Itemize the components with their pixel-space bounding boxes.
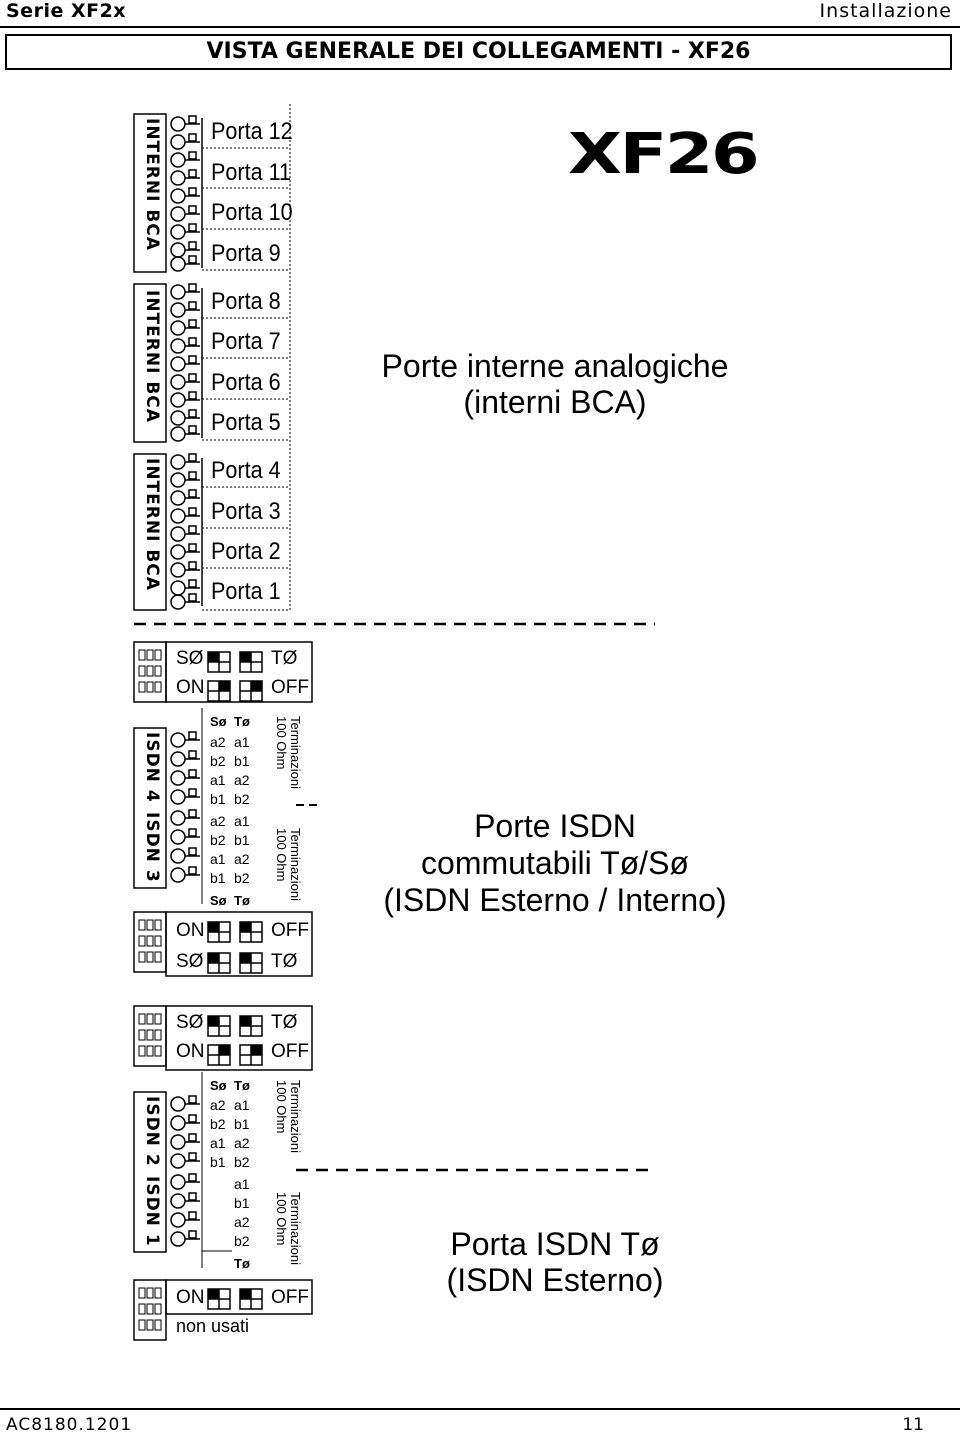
isdn12-terminal-0-contact xyxy=(189,1096,196,1103)
isdn12-terminal-5-screw xyxy=(171,1194,185,1208)
pin-isdn2-t1: a1 xyxy=(234,1097,250,1113)
isdn12-terminal-2-screw xyxy=(171,1135,185,1149)
pin-isdn4-s2: b2 xyxy=(210,753,226,769)
dip-pack-isdn34-top-cell xyxy=(147,682,153,692)
analog-block-1-terminal-7-screw xyxy=(171,243,185,257)
dip-pack-isdn12-top-cell xyxy=(155,1030,161,1040)
isdn12-terminal-6-contact xyxy=(189,1212,196,1219)
analog-block-3-terminal-6-screw xyxy=(171,563,185,577)
group-label-isdn2: ISDN 2 xyxy=(142,1096,162,1167)
termination-line2: 100 Ohm xyxy=(274,1192,289,1246)
analog-block-3-terminal-8-contact xyxy=(189,594,196,601)
analog-block-3-terminal-1-contact xyxy=(189,472,196,479)
sw34-bot-on-b-knob xyxy=(241,923,250,931)
isdn12-terminal-6-screw xyxy=(171,1213,185,1227)
switch-label-to-bot34: TØ xyxy=(271,951,298,972)
group-label-interni-3: INTERNI BCA xyxy=(142,458,162,591)
isdn34-desc-line3: (ISDN Esterno / Interno) xyxy=(383,882,727,918)
dip-pack-isdn12-bot-cell xyxy=(155,1288,161,1298)
isdn12-terminal-5-contact xyxy=(189,1193,196,1200)
analog-block-1-terminal-3-screw xyxy=(171,171,185,185)
dip-pack-isdn12-top-cell xyxy=(139,1046,145,1056)
pin-isdn4-t1: a1 xyxy=(234,734,250,750)
dip-pack-isdn12-bot-cell xyxy=(147,1288,153,1298)
isdn34-terminal-4-screw xyxy=(171,811,185,825)
port-label-6: Porta 6 xyxy=(211,369,281,396)
isdn12-terminal-7-contact xyxy=(189,1231,196,1238)
isdn34-desc-line2: commutabili Tø/Sø xyxy=(421,845,689,881)
analog-block-2-terminal-1-screw xyxy=(171,303,185,317)
analog-block-2-terminal-7-screw xyxy=(171,411,185,425)
sw12-top-on-a-knob xyxy=(220,1046,229,1054)
sw12-bot-b-knob xyxy=(241,1290,250,1298)
isdn12-description xyxy=(400,1226,710,1298)
port-label-4: Porta 4 xyxy=(211,457,281,484)
sw34-top-on-a-knob xyxy=(220,682,229,690)
pin-isdn3-t1: a1 xyxy=(234,813,250,829)
dip-pack-isdn34-top-cell xyxy=(139,666,145,676)
group-label-isdn3: ISDN 3 xyxy=(142,812,162,883)
termination-label-isdn2 xyxy=(274,1080,302,1153)
isdn34-terminal-1-contact xyxy=(189,751,196,758)
brand-logo: XF26 xyxy=(568,122,758,187)
termination-line1: Terminazioni xyxy=(288,828,303,901)
dip-pack-isdn34-bot-cell xyxy=(147,936,153,946)
pin-isdn3-s2: b2 xyxy=(210,832,226,848)
analog-block-2-terminal-4-contact xyxy=(189,356,196,363)
analog-block-2-terminal-6-contact xyxy=(189,392,196,399)
isdn12-terminal-4-screw xyxy=(171,1175,185,1189)
analog-block-1-terminal-6-contact xyxy=(189,224,196,231)
analog-block-1-terminal-7-contact xyxy=(189,242,196,249)
switch-label-off-top12: OFF xyxy=(271,1041,309,1062)
dip-pack-isdn34-bot-cell xyxy=(139,920,145,930)
switch-label-off-bot12: OFF xyxy=(271,1287,309,1308)
pin-isdn3-s4: b1 xyxy=(210,870,226,886)
isdn34-terminal-5-contact xyxy=(189,829,196,836)
analog-block-3-terminal-7-contact xyxy=(189,580,196,587)
analog-block-3-terminal-0-screw xyxy=(171,455,185,469)
analog-block-1-terminal-5-screw xyxy=(171,207,185,221)
analog-block-3-terminal-4-contact xyxy=(189,526,196,533)
analog-block-1-terminal-4-contact xyxy=(189,188,196,195)
analog-block-2-terminal-8-screw xyxy=(171,427,185,441)
sw34-top-on-b-knob xyxy=(252,682,261,690)
analog-block-1-terminal-6-screw xyxy=(171,225,185,239)
termination-line2: 100 Ohm xyxy=(274,828,289,882)
pin-isdn1-t4: b2 xyxy=(234,1233,250,1249)
dip-pack-isdn12-bot-cell xyxy=(147,1320,153,1330)
isdn34-terminal-0-screw xyxy=(171,733,185,747)
port-label-2: Porta 2 xyxy=(211,538,281,565)
pin-isdn2-s4: b1 xyxy=(210,1154,226,1170)
isdn34-terminal-0-contact xyxy=(189,732,196,739)
dip-pack-isdn34-bot-cell xyxy=(147,920,153,930)
analog-block-2-terminal-5-screw xyxy=(171,375,185,389)
isdn12-terminal-1-screw xyxy=(171,1116,185,1130)
analog-block-3-terminal-2-contact xyxy=(189,490,196,497)
analog-block-1-terminal-8-contact xyxy=(189,256,196,263)
isdn12-desc-line1: Porta ISDN Tø xyxy=(450,1226,660,1262)
isdn34-terminal-6-contact xyxy=(189,848,196,855)
isdn12-terminal-3-contact xyxy=(189,1153,196,1160)
termination-line1: Terminazioni xyxy=(288,1192,303,1265)
dip-pack-isdn34-bot-cell xyxy=(147,952,153,962)
analog-block-2-terminal-4-screw xyxy=(171,357,185,371)
switch-label-on-top34: ON xyxy=(176,677,205,698)
pin-isdn2-s1: a2 xyxy=(210,1097,226,1113)
group-label-interni-1: INTERNI BCA xyxy=(142,118,162,251)
analog-block-1-terminal-1-contact xyxy=(189,134,196,141)
pin-foot-to-isdn3: Tø xyxy=(234,893,250,908)
analog-block-1-terminal-1-screw xyxy=(171,135,185,149)
sw12-bot-a-knob xyxy=(209,1290,218,1298)
switch-label-to-top12: TØ xyxy=(271,1012,298,1033)
port-label-12: Porta 12 xyxy=(211,118,293,145)
isdn34-terminal-3-contact xyxy=(189,789,196,796)
pin-isdn3-t2: b1 xyxy=(234,832,250,848)
isdn34-terminal-4-contact xyxy=(189,810,196,817)
dip-pack-isdn12-top-cell xyxy=(155,1014,161,1024)
isdn34-terminal-7-screw xyxy=(171,868,185,882)
pin-isdn4-s4: b1 xyxy=(210,791,226,807)
pin-isdn2-s3: a1 xyxy=(210,1135,226,1151)
analog-desc-line1: Porte interne analogiche xyxy=(381,348,729,384)
analog-block-3-terminal-7-screw xyxy=(171,581,185,595)
pin-isdn4-t2: b1 xyxy=(234,753,250,769)
switch-label-on-bot12: ON xyxy=(176,1287,205,1308)
dip-pack-isdn34-top-cell xyxy=(147,650,153,660)
analog-block-2-terminal-8-contact xyxy=(189,426,196,433)
pin-isdn3-s3: a1 xyxy=(210,851,226,867)
dip-pack-isdn12-bot-cell xyxy=(155,1320,161,1330)
termination-line1: Terminazioni xyxy=(288,716,303,789)
analog-block-2-terminal-0-contact xyxy=(189,284,196,291)
isdn12-terminal-3-screw xyxy=(171,1154,185,1168)
analog-block-1-terminal-2-contact xyxy=(189,152,196,159)
switch-label-off-top34: OFF xyxy=(271,677,309,698)
port-label-8: Porta 8 xyxy=(211,288,281,315)
dip-pack-isdn12-top-cell xyxy=(139,1030,145,1040)
pin-isdn4-t3: a2 xyxy=(234,772,250,788)
analog-block-1-terminal-0-screw xyxy=(171,117,185,131)
dip-pack-isdn12-bot-cell xyxy=(139,1288,145,1298)
dip-pack-isdn34-bot-cell xyxy=(139,936,145,946)
switch-label-on-top12: ON xyxy=(176,1041,205,1062)
termination-label-isdn1 xyxy=(274,1192,302,1265)
document-code: AC8180.1201 xyxy=(6,1415,133,1435)
pin-isdn2-t2: b1 xyxy=(234,1116,250,1132)
port-label-11: Porta 11 xyxy=(211,159,292,186)
isdn12-terminal-2-contact xyxy=(189,1134,196,1141)
sw34-top-a-knob xyxy=(209,653,218,661)
port-label-1: Porta 1 xyxy=(211,578,281,605)
port-label-7: Porta 7 xyxy=(211,328,281,355)
analog-block-3-terminal-8-screw xyxy=(171,595,185,609)
isdn34-terminal-1-screw xyxy=(171,752,185,766)
analog-desc-line2: (interni BCA) xyxy=(463,384,647,420)
isdn34-desc-line1: Porte ISDN xyxy=(474,808,636,844)
dip-pack-isdn34-top-cell xyxy=(147,666,153,676)
series-title: Serie XF2x xyxy=(6,0,127,22)
analog-block-3-terminal-3-screw xyxy=(171,509,185,523)
unused-label: non usati xyxy=(176,1316,250,1336)
dip-pack-isdn34-bot-cell xyxy=(139,952,145,962)
dip-pack-isdn34-bot-cell xyxy=(155,920,161,930)
sw34-bot-so-a-knob xyxy=(209,954,218,962)
isdn34-description xyxy=(360,808,750,919)
isdn12-terminal-1-contact xyxy=(189,1115,196,1122)
pin-foot-so-isdn3: Sø xyxy=(210,893,227,908)
switch-label-so-top34: SØ xyxy=(176,648,204,669)
analog-block-2-terminal-6-screw xyxy=(171,393,185,407)
group-label-isdn1: ISDN 1 xyxy=(142,1176,162,1247)
analog-block-2-terminal-0-screw xyxy=(171,285,185,299)
analog-block-2-terminal-7-contact xyxy=(189,410,196,417)
analog-block-1-terminal-0-contact xyxy=(189,116,196,123)
pin-isdn2-t4: b2 xyxy=(234,1154,250,1170)
termination-line2: 100 Ohm xyxy=(274,716,289,770)
analog-block-3-terminal-3-contact xyxy=(189,508,196,515)
analog-block-2-terminal-3-contact xyxy=(189,338,196,345)
analog-block-2-terminal-3-screw xyxy=(171,339,185,353)
group-label-isdn4: ISDN 4 xyxy=(142,732,162,803)
analog-block-3-terminal-1-screw xyxy=(171,473,185,487)
isdn12-terminal-0-screw xyxy=(171,1097,185,1111)
pin-head-so-isdn4: Sø xyxy=(210,714,227,729)
isdn34-terminal-3-screw xyxy=(171,790,185,804)
analog-block-2-terminal-2-screw xyxy=(171,321,185,335)
analog-block-2-terminal-2-contact xyxy=(189,320,196,327)
pin-isdn3-s1: a2 xyxy=(210,813,226,829)
pin-isdn2-s2: b2 xyxy=(210,1116,226,1132)
termination-label-isdn3 xyxy=(274,828,302,901)
analog-description xyxy=(350,348,760,420)
analog-block-3-terminal-6-contact xyxy=(189,562,196,569)
dip-pack-isdn34-bot-cell xyxy=(155,952,161,962)
isdn12-terminal-4-contact xyxy=(189,1174,196,1181)
dip-pack-isdn34-top-cell xyxy=(155,682,161,692)
analog-block-3-terminal-4-screw xyxy=(171,527,185,541)
footer-rule xyxy=(0,1408,960,1410)
analog-block-2-terminal-5-contact xyxy=(189,374,196,381)
switch-label-so-bot34: SØ xyxy=(176,951,204,972)
sw34-bot-so-b-knob xyxy=(241,954,250,962)
sw12-top-a-knob xyxy=(209,1017,218,1025)
pin-foot-to-isdn1: Tø xyxy=(234,1256,250,1271)
switch-label-off-bot34: OFF xyxy=(271,920,309,941)
pin-head-so-isdn2: Sø xyxy=(210,1078,227,1093)
isdn34-terminal-6-screw xyxy=(171,849,185,863)
dip-pack-isdn34-top-cell xyxy=(155,650,161,660)
dip-pack-isdn12-bot-cell xyxy=(139,1304,145,1314)
dip-pack-isdn12-top-cell xyxy=(147,1046,153,1056)
dip-pack-isdn12-bot-cell xyxy=(147,1304,153,1314)
sw34-top-b-knob xyxy=(241,653,250,661)
termination-line2: 100 Ohm xyxy=(274,1080,289,1134)
isdn34-terminal-2-contact xyxy=(189,770,196,777)
pin-head-to-isdn4: Tø xyxy=(234,714,250,729)
analog-block-3-terminal-5-contact xyxy=(189,544,196,551)
analog-block-1-terminal-3-contact xyxy=(189,170,196,177)
analog-block-1-terminal-4-screw xyxy=(171,189,185,203)
pin-isdn2-t3: a2 xyxy=(234,1135,250,1151)
page-number: 11 xyxy=(902,1415,924,1435)
isdn12-terminal-7-screw xyxy=(171,1232,185,1246)
analog-block-1-terminal-2-screw xyxy=(171,153,185,167)
termination-line1: Terminazioni xyxy=(288,1080,303,1153)
port-label-5: Porta 5 xyxy=(211,409,281,436)
dip-pack-isdn34-top-cell xyxy=(139,682,145,692)
pin-isdn3-t4: b2 xyxy=(234,870,250,886)
dip-pack-isdn34-top-cell xyxy=(155,666,161,676)
pin-head-to-isdn2: Tø xyxy=(234,1078,250,1093)
dip-pack-isdn12-bot-cell xyxy=(139,1320,145,1330)
pin-isdn1-t3: a2 xyxy=(234,1214,250,1230)
pin-isdn4-t4: b2 xyxy=(234,791,250,807)
pin-isdn1-t1: a1 xyxy=(234,1176,250,1192)
port-label-3: Porta 3 xyxy=(211,498,281,525)
analog-block-3-terminal-2-screw xyxy=(171,491,185,505)
isdn34-terminal-2-screw xyxy=(171,771,185,785)
dip-pack-isdn12-top-cell xyxy=(147,1030,153,1040)
isdn34-terminal-7-contact xyxy=(189,867,196,874)
switch-label-so-top12: SØ xyxy=(176,1012,204,1033)
section-title: Installazione xyxy=(819,0,952,22)
dip-pack-isdn34-top-cell xyxy=(139,650,145,660)
dip-pack-isdn12-bot-cell xyxy=(155,1304,161,1314)
analog-block-3-terminal-5-screw xyxy=(171,545,185,559)
dip-pack-isdn12-top-cell xyxy=(155,1046,161,1056)
pin-isdn1-t2: b1 xyxy=(234,1195,250,1211)
switch-label-to-top34: TØ xyxy=(271,648,298,669)
analog-block-3-terminal-0-contact xyxy=(189,454,196,461)
sw34-bot-on-a-knob xyxy=(209,923,218,931)
isdn34-terminal-5-screw xyxy=(171,830,185,844)
page-title: VISTA GENERALE DEI COLLEGAMENTI - XF26 xyxy=(5,34,952,70)
dip-pack-isdn34-bot-cell xyxy=(155,936,161,946)
pin-isdn4-s1: a2 xyxy=(210,734,226,750)
isdn12-desc-line2: (ISDN Esterno) xyxy=(446,1262,664,1298)
analog-block-1-terminal-5-contact xyxy=(189,206,196,213)
analog-block-1-terminal-8-screw xyxy=(171,257,185,271)
dip-pack-isdn12-top-cell xyxy=(147,1014,153,1024)
sw12-top-b-knob xyxy=(241,1017,250,1025)
sw12-top-on-b-knob xyxy=(252,1046,261,1054)
port-label-10: Porta 10 xyxy=(211,199,293,226)
switch-label-on-bot34: ON xyxy=(176,920,205,941)
termination-label-isdn4 xyxy=(274,716,302,789)
pin-isdn3-t3: a2 xyxy=(234,851,250,867)
analog-block-2-terminal-1-contact xyxy=(189,302,196,309)
group-label-interni-2: INTERNI BCA xyxy=(142,290,162,423)
pin-isdn4-s3: a1 xyxy=(210,772,226,788)
port-label-9: Porta 9 xyxy=(211,240,281,267)
dip-pack-isdn12-top-cell xyxy=(139,1014,145,1024)
